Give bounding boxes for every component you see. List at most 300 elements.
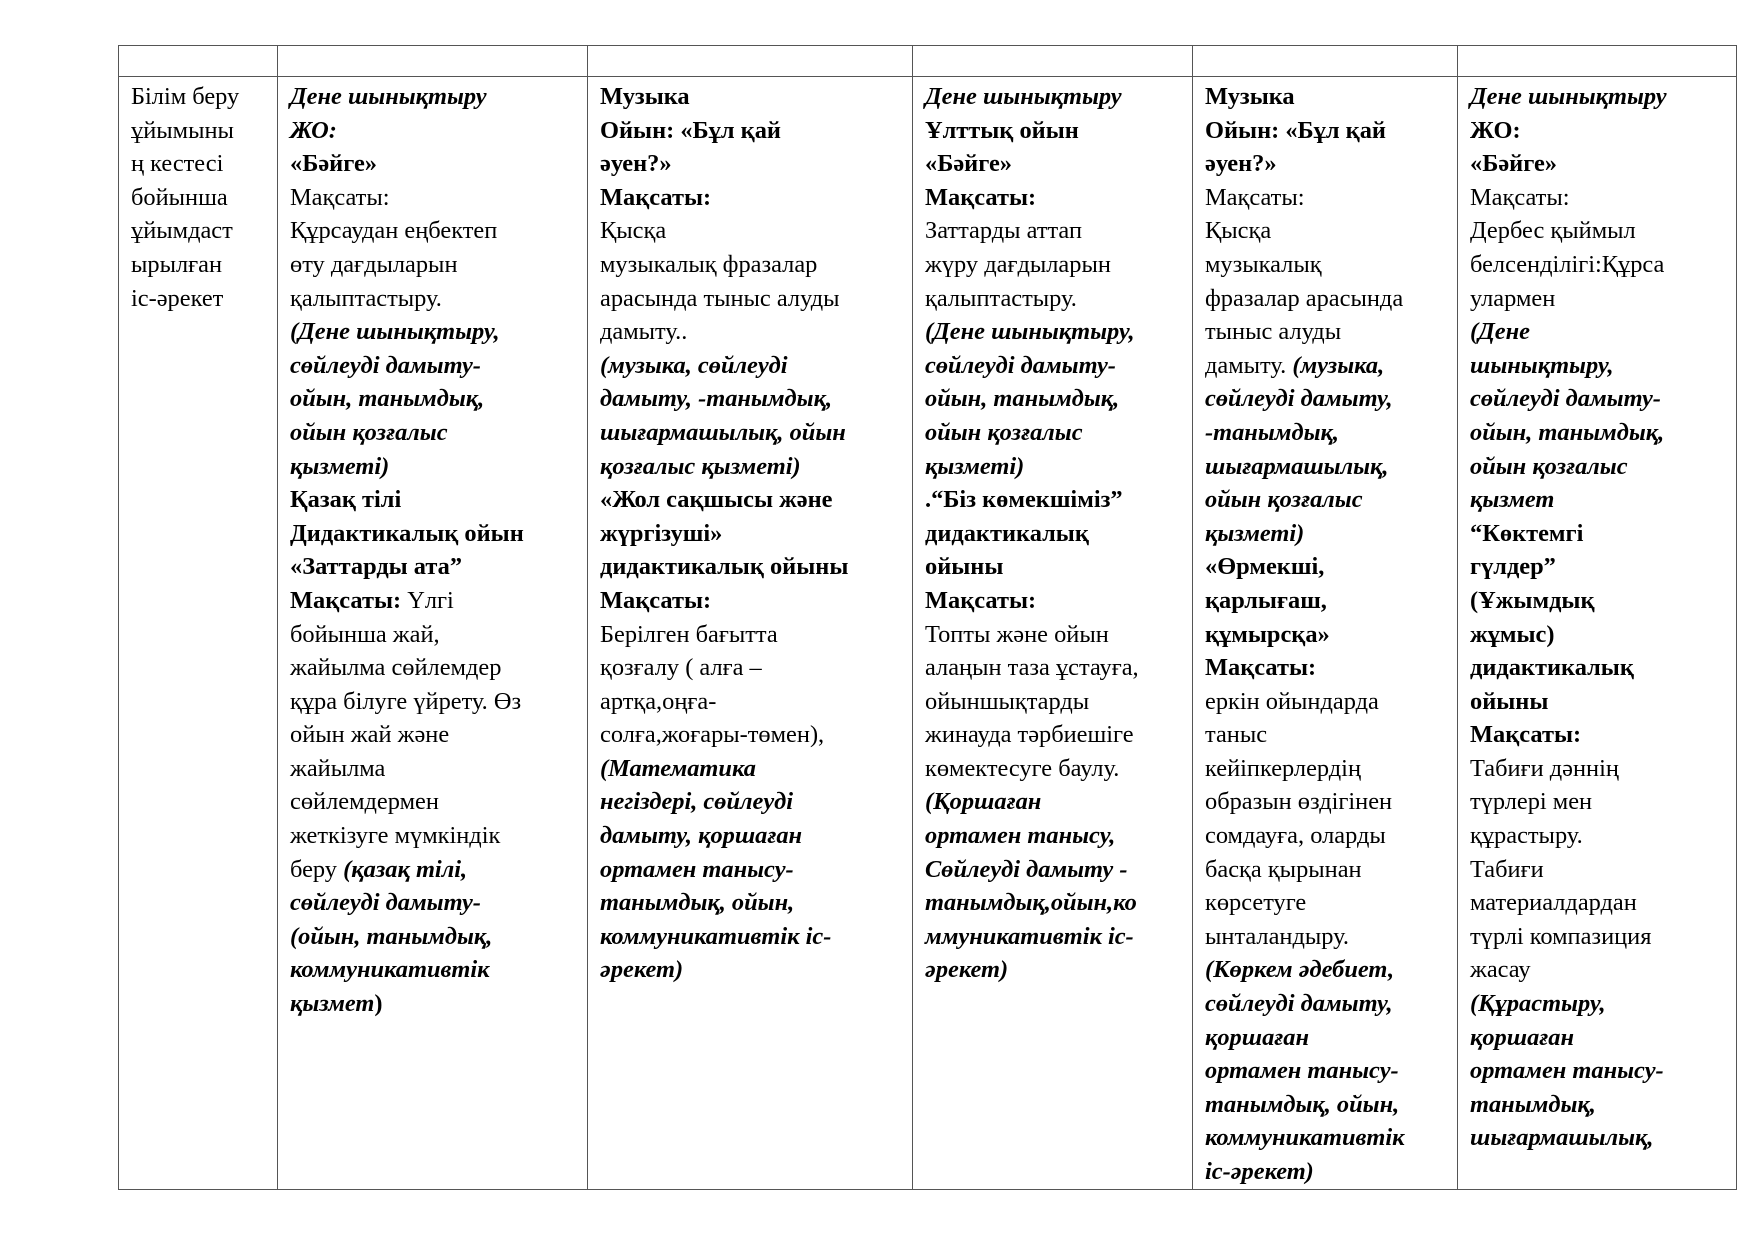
text-run: дидактикалық bbox=[1470, 654, 1634, 682]
text-line bbox=[1470, 1054, 1724, 1088]
text-line bbox=[1205, 416, 1445, 450]
text-run: Мақсаты: bbox=[925, 586, 1037, 614]
text-run: жүргізуші» bbox=[600, 519, 723, 547]
text-run: ұйымдаст bbox=[131, 217, 233, 245]
text-line bbox=[925, 618, 1180, 652]
text-line bbox=[600, 550, 900, 584]
text-run: Қысқа bbox=[600, 217, 667, 245]
text-line bbox=[131, 147, 265, 181]
text-line bbox=[1205, 214, 1445, 248]
text-run: .“Біз көмекшіміз” bbox=[925, 486, 1123, 514]
text-line bbox=[1470, 584, 1724, 618]
text-run: Ойын: «Бұл қай bbox=[600, 116, 781, 144]
text-run: (Дене шынықтыру, bbox=[290, 318, 500, 346]
text-run: әрекет) bbox=[600, 956, 684, 984]
text-line bbox=[290, 550, 575, 584]
text-line bbox=[600, 819, 900, 853]
text-run: Ойын: «Бұл қай bbox=[1205, 116, 1386, 144]
text-line bbox=[1470, 718, 1724, 752]
friday-activity-cell bbox=[1458, 77, 1737, 1190]
text-line bbox=[290, 114, 575, 148]
text-run: кейіпкерлердің bbox=[1205, 754, 1362, 782]
text-line bbox=[1205, 819, 1445, 853]
header-cell-5 bbox=[1193, 46, 1458, 77]
text-run: «Бәйге» bbox=[1470, 150, 1557, 178]
text-line bbox=[290, 685, 575, 719]
text-run: ойын, танымдық, bbox=[1470, 418, 1665, 446]
text-run: дамыту, -танымдық, bbox=[600, 385, 833, 413]
text-line bbox=[290, 147, 575, 181]
text-line bbox=[290, 785, 575, 819]
text-run: жасау bbox=[1470, 956, 1531, 984]
text-line bbox=[1205, 349, 1445, 383]
text-run: материалдардан bbox=[1470, 889, 1637, 917]
text-line bbox=[1470, 685, 1724, 719]
text-run: ) bbox=[374, 990, 383, 1018]
text-run: қоршаған bbox=[1205, 1023, 1310, 1051]
text-line bbox=[290, 80, 575, 114]
text-run: Мақсаты: bbox=[1470, 721, 1582, 749]
text-line bbox=[925, 382, 1180, 416]
text-line bbox=[290, 651, 575, 685]
text-line bbox=[925, 819, 1180, 853]
text-run: қарлығаш, bbox=[1205, 586, 1327, 614]
text-line bbox=[600, 483, 900, 517]
text-line bbox=[1205, 315, 1445, 349]
text-run: фразалар арасында bbox=[1205, 284, 1404, 312]
text-line bbox=[1205, 584, 1445, 618]
text-run: ЖО: bbox=[1470, 116, 1521, 144]
text-run: негіздері, сөйлеуді bbox=[600, 788, 793, 816]
text-run: танымдық, ойын, bbox=[1205, 1090, 1400, 1118]
text-line bbox=[600, 886, 900, 920]
text-line bbox=[1470, 618, 1724, 652]
text-line bbox=[600, 953, 900, 987]
text-line bbox=[1205, 785, 1445, 819]
text-line bbox=[600, 147, 900, 181]
text-line bbox=[1205, 685, 1445, 719]
text-run: ойын, танымдық, bbox=[290, 385, 485, 413]
text-line bbox=[925, 953, 1180, 987]
text-line bbox=[925, 147, 1180, 181]
text-run: ортамен танысу- bbox=[1470, 1057, 1664, 1085]
text-run: дидактикалық bbox=[925, 519, 1089, 547]
text-run: іс-әрекет bbox=[131, 284, 224, 312]
text-line bbox=[925, 651, 1180, 685]
text-line bbox=[925, 114, 1180, 148]
text-line bbox=[290, 953, 575, 987]
text-line bbox=[600, 248, 900, 282]
text-run: (Құрастыру, bbox=[1470, 990, 1606, 1018]
text-line bbox=[290, 483, 575, 517]
text-run: музыкалық фразалар bbox=[600, 250, 818, 278]
text-run: коммуникативтік іс- bbox=[600, 922, 832, 950]
text-line bbox=[1205, 752, 1445, 786]
text-run: құрастыру. bbox=[1470, 822, 1583, 850]
text-run: Табиғи дәннің bbox=[1470, 754, 1619, 782]
text-run: жайылма bbox=[290, 754, 386, 782]
text-line bbox=[600, 80, 900, 114]
text-line bbox=[600, 685, 900, 719]
text-line bbox=[1470, 953, 1724, 987]
text-line bbox=[290, 853, 575, 887]
header-cell-2 bbox=[278, 46, 588, 77]
text-line bbox=[925, 80, 1180, 114]
text-run: (Дене bbox=[1470, 318, 1530, 346]
text-run: Берілген бағытта bbox=[600, 620, 778, 648]
text-run: ортамен танысу, bbox=[925, 822, 1116, 850]
header-cell-1 bbox=[119, 46, 278, 77]
text-line bbox=[925, 584, 1180, 618]
text-run: Үлгі bbox=[407, 586, 454, 614]
text-run: «Жол сақшысы және bbox=[600, 486, 833, 514]
text-run: еркін ойындарда bbox=[1205, 687, 1379, 715]
text-line bbox=[1205, 517, 1445, 551]
text-run: ммуникативтік іс- bbox=[925, 922, 1134, 950]
text-line bbox=[600, 214, 900, 248]
text-line bbox=[600, 584, 900, 618]
text-line bbox=[925, 785, 1180, 819]
text-run: қалыптастыру. bbox=[290, 284, 442, 312]
text-run: әуен?» bbox=[600, 150, 672, 178]
text-run: көрсетуге bbox=[1205, 889, 1307, 917]
text-line bbox=[1205, 80, 1445, 114]
text-line bbox=[290, 819, 575, 853]
text-line bbox=[600, 651, 900, 685]
text-line bbox=[1205, 114, 1445, 148]
text-line bbox=[1470, 214, 1724, 248]
text-run: сөйлеуді дамыту- bbox=[1470, 385, 1661, 413]
text-line bbox=[925, 450, 1180, 484]
text-run: (Көркем әдебиет, bbox=[1205, 956, 1395, 984]
text-run: (Математика bbox=[600, 754, 756, 782]
text-line bbox=[925, 920, 1180, 954]
text-line bbox=[1470, 1088, 1724, 1122]
text-line bbox=[600, 181, 900, 215]
text-line bbox=[1205, 953, 1445, 987]
text-line bbox=[1470, 483, 1724, 517]
text-line bbox=[925, 853, 1180, 887]
text-line bbox=[1470, 785, 1724, 819]
text-line bbox=[925, 416, 1180, 450]
text-run: қозғалыс қызметі) bbox=[600, 452, 801, 480]
text-run: Музыка bbox=[1205, 83, 1295, 110]
text-line bbox=[131, 114, 265, 148]
text-line bbox=[600, 920, 900, 954]
text-line bbox=[1205, 248, 1445, 282]
text-line bbox=[290, 920, 575, 954]
text-run: қалыптастыру. bbox=[925, 284, 1077, 312]
text-run: сөйлемдермен bbox=[290, 788, 439, 816]
text-line bbox=[1205, 1088, 1445, 1122]
text-line bbox=[600, 315, 900, 349]
text-run: Дербес қыймыл bbox=[1470, 217, 1636, 245]
text-line bbox=[1205, 382, 1445, 416]
text-line bbox=[600, 618, 900, 652]
text-run: солға,жоғары-төмен), bbox=[600, 721, 825, 749]
text-run: -танымдық, bbox=[1205, 418, 1339, 446]
text-run: құра білуге үйрету. Өз bbox=[290, 687, 522, 715]
text-line bbox=[925, 214, 1180, 248]
text-run: Қысқа bbox=[1205, 217, 1272, 245]
text-line bbox=[1470, 181, 1724, 215]
tuesday-activity-cell bbox=[588, 77, 913, 1190]
text-line bbox=[1205, 550, 1445, 584]
text-line bbox=[290, 450, 575, 484]
text-run: гүлдер” bbox=[1470, 553, 1556, 581]
thursday-activity-cell bbox=[1193, 77, 1458, 1190]
text-line bbox=[290, 214, 575, 248]
text-run: ойыншықтарды bbox=[925, 687, 1090, 715]
text-run: бойынша bbox=[131, 183, 228, 211]
text-line bbox=[290, 416, 575, 450]
text-run: ойын қозғалыс bbox=[925, 418, 1083, 446]
text-line bbox=[1470, 248, 1724, 282]
text-run: ң кестесі bbox=[131, 150, 224, 178]
text-run: Қазақ тілі bbox=[290, 486, 402, 514]
text-run: улармен bbox=[1470, 284, 1556, 312]
text-run: ойын қозғалыс bbox=[1470, 452, 1628, 480]
text-line bbox=[1205, 618, 1445, 652]
text-line bbox=[600, 752, 900, 786]
text-line bbox=[1205, 718, 1445, 752]
text-line bbox=[290, 315, 575, 349]
table-row bbox=[119, 77, 1737, 1190]
text-run: жүру дағдыларын bbox=[925, 250, 1111, 278]
text-run: тыныс алуды bbox=[1205, 318, 1342, 346]
text-line bbox=[290, 886, 575, 920]
text-run: Сөйлеуді дамыту - bbox=[925, 855, 1128, 883]
header-cell-3 bbox=[588, 46, 913, 77]
text-run: шығармашылық, ойын bbox=[600, 418, 846, 446]
text-line bbox=[290, 382, 575, 416]
text-run: сөйлеуді дамыту- bbox=[925, 351, 1116, 379]
schedule-table bbox=[118, 45, 1737, 1190]
text-line bbox=[131, 248, 265, 282]
text-line bbox=[1470, 349, 1724, 383]
text-run: Дене шынықтыру bbox=[290, 83, 487, 110]
text-run: іс-әрекет) bbox=[1205, 1158, 1314, 1185]
text-line bbox=[131, 214, 265, 248]
text-run: жеткізуге мүмкіндік bbox=[290, 822, 501, 850]
text-line bbox=[1470, 886, 1724, 920]
text-run: ЖО: bbox=[290, 116, 337, 144]
text-line bbox=[925, 181, 1180, 215]
text-run: қызмет bbox=[290, 990, 375, 1018]
text-line bbox=[600, 416, 900, 450]
text-line bbox=[131, 181, 265, 215]
text-run: дамыту. bbox=[1205, 351, 1293, 379]
text-run: шығармашылық, bbox=[1470, 1124, 1654, 1152]
text-run: Заттарды аттап bbox=[925, 217, 1082, 245]
text-line bbox=[1470, 147, 1724, 181]
text-run: құмырсқа» bbox=[1205, 620, 1330, 648]
text-line bbox=[925, 718, 1180, 752]
text-line bbox=[131, 282, 265, 316]
text-line bbox=[925, 483, 1180, 517]
text-run: Мақсаты: bbox=[1205, 183, 1305, 211]
text-line bbox=[131, 80, 265, 114]
text-run: ынталандыру. bbox=[1205, 922, 1350, 950]
text-run: (Дене шынықтыру, bbox=[925, 318, 1135, 346]
text-run: бойынша жай, bbox=[290, 620, 440, 648]
text-line bbox=[1205, 651, 1445, 685]
text-run: түрлері мен bbox=[1470, 788, 1593, 816]
text-run: (музыка, bbox=[1292, 351, 1385, 379]
text-line bbox=[1470, 517, 1724, 551]
text-line bbox=[1470, 752, 1724, 786]
text-line bbox=[290, 517, 575, 551]
text-line bbox=[600, 349, 900, 383]
text-line bbox=[1205, 147, 1445, 181]
text-line bbox=[290, 987, 575, 1021]
text-line bbox=[1205, 920, 1445, 954]
text-run: ойын, танымдық, bbox=[925, 385, 1120, 413]
text-run: образын өздігінен bbox=[1205, 788, 1393, 816]
text-line bbox=[925, 282, 1180, 316]
text-run: ырылған bbox=[131, 250, 223, 278]
text-line bbox=[600, 282, 900, 316]
text-run: коммуникативтік bbox=[290, 956, 490, 984]
text-line bbox=[290, 181, 575, 215]
text-run: коммуникативтік bbox=[1205, 1124, 1405, 1152]
text-run: Дене шынықтыру bbox=[925, 83, 1122, 110]
text-line bbox=[290, 618, 575, 652]
text-line bbox=[1470, 1121, 1724, 1155]
text-run: Ұлттық ойын bbox=[925, 116, 1079, 144]
text-run: дамыту.. bbox=[600, 318, 688, 346]
text-run: Мақсаты: bbox=[1470, 183, 1570, 211]
wednesday-activity-cell bbox=[913, 77, 1193, 1190]
text-line bbox=[1205, 1054, 1445, 1088]
text-line bbox=[1470, 450, 1724, 484]
text-line bbox=[925, 685, 1180, 719]
text-line bbox=[1205, 1121, 1445, 1155]
text-run: Құрсаудан еңбектеп bbox=[290, 217, 498, 245]
text-line bbox=[1205, 1155, 1445, 1189]
text-run: Мақсаты: bbox=[600, 183, 712, 211]
text-line bbox=[1470, 382, 1724, 416]
text-line bbox=[1205, 181, 1445, 215]
text-run: жұмыс) bbox=[1470, 620, 1555, 648]
text-run: беру bbox=[290, 855, 344, 883]
text-line bbox=[290, 349, 575, 383]
text-run: (музыка, сөйлеуді bbox=[600, 351, 788, 379]
text-line bbox=[1205, 1021, 1445, 1055]
text-run: ұйымыны bbox=[131, 116, 234, 144]
text-line bbox=[925, 550, 1180, 584]
text-line bbox=[290, 584, 575, 618]
text-line bbox=[925, 315, 1180, 349]
text-run: ойыны bbox=[925, 553, 1004, 581]
text-run: «Бәйге» bbox=[290, 150, 377, 178]
header-cell-4 bbox=[913, 46, 1193, 77]
text-line bbox=[1205, 886, 1445, 920]
text-run: Мақсаты: bbox=[290, 586, 408, 614]
text-line bbox=[1470, 416, 1724, 450]
text-run: алаңын таза ұстауға, bbox=[925, 654, 1139, 682]
text-line bbox=[1470, 920, 1724, 954]
text-line bbox=[1470, 819, 1724, 853]
text-run: (Ұжымдық bbox=[1470, 586, 1595, 614]
text-line bbox=[290, 752, 575, 786]
text-line bbox=[1205, 987, 1445, 1021]
text-run: Музыка bbox=[600, 83, 690, 110]
text-run: Мақсаты: bbox=[600, 586, 712, 614]
text-line bbox=[600, 382, 900, 416]
text-run: ортамен танысу- bbox=[1205, 1057, 1399, 1085]
text-run: қызметі) bbox=[925, 452, 1025, 480]
monday-activity-cell bbox=[278, 77, 588, 1190]
text-run: шығармашылық, bbox=[1205, 452, 1389, 480]
text-line bbox=[925, 248, 1180, 282]
text-run: (ойын, танымдық, bbox=[290, 922, 493, 950]
text-run: түрлі компазиция bbox=[1470, 922, 1652, 950]
text-run: Мақсаты: bbox=[925, 183, 1037, 211]
text-line bbox=[1470, 1021, 1724, 1055]
text-run: Дене шынықтыру bbox=[1470, 83, 1667, 110]
text-run: ойыны bbox=[1470, 687, 1549, 715]
text-run: шынықтыру, bbox=[1470, 351, 1614, 379]
text-run: Білім беру bbox=[131, 83, 240, 110]
text-line bbox=[1470, 315, 1724, 349]
text-run: қоршаған bbox=[1470, 1023, 1575, 1051]
text-line bbox=[290, 282, 575, 316]
text-line bbox=[1470, 80, 1724, 114]
text-line bbox=[600, 718, 900, 752]
text-run: (Қоршаған bbox=[925, 788, 1042, 816]
text-line bbox=[925, 349, 1180, 383]
text-run: танымдық, ойын, bbox=[600, 889, 795, 917]
text-run: сөйлеуді дамыту- bbox=[290, 351, 481, 379]
text-run: Табиғи bbox=[1470, 855, 1544, 883]
text-run: Топты және ойын bbox=[925, 620, 1109, 648]
text-run: Мақсаты: bbox=[290, 183, 390, 211]
text-line bbox=[600, 853, 900, 887]
text-run: қозғалу ( алға – bbox=[600, 654, 762, 682]
text-line bbox=[1470, 853, 1724, 887]
text-run: «Бәйге» bbox=[925, 150, 1012, 178]
text-line bbox=[290, 248, 575, 282]
text-run: қызмет bbox=[1470, 486, 1555, 514]
text-run: көмектесуге баулу. bbox=[925, 754, 1120, 782]
text-run: арасында тыныс алуды bbox=[600, 284, 840, 312]
text-line bbox=[1205, 450, 1445, 484]
text-run: белсенділігі:Құрса bbox=[1470, 250, 1665, 278]
text-run: «Өрмекші, bbox=[1205, 553, 1325, 581]
text-run: сөйлеуді дамыту, bbox=[1205, 385, 1393, 413]
text-line bbox=[290, 718, 575, 752]
text-line bbox=[1205, 853, 1445, 887]
text-run: Дидактикалық ойын bbox=[290, 519, 524, 547]
text-run: сомдауға, оларды bbox=[1205, 822, 1386, 850]
text-run: жинауда тәрбиешіге bbox=[925, 721, 1134, 749]
text-run: жайылма сөйлемдер bbox=[290, 654, 502, 682]
text-run: әуен?» bbox=[1205, 150, 1277, 178]
text-run: қызметі) bbox=[1205, 519, 1305, 547]
text-run: “Көктемгі bbox=[1470, 519, 1584, 547]
text-line bbox=[600, 517, 900, 551]
text-run: (қазақ тілі, bbox=[343, 855, 468, 883]
text-run: сөйлеуді дамыту- bbox=[290, 889, 481, 917]
text-run: сөйлеуді дамыту, bbox=[1205, 990, 1393, 1018]
text-run: музыкалық bbox=[1205, 250, 1322, 278]
text-run: басқа қырынан bbox=[1205, 855, 1362, 883]
text-line bbox=[1470, 987, 1724, 1021]
text-line bbox=[1470, 550, 1724, 584]
text-line bbox=[600, 450, 900, 484]
text-run: қызметі) bbox=[290, 452, 390, 480]
